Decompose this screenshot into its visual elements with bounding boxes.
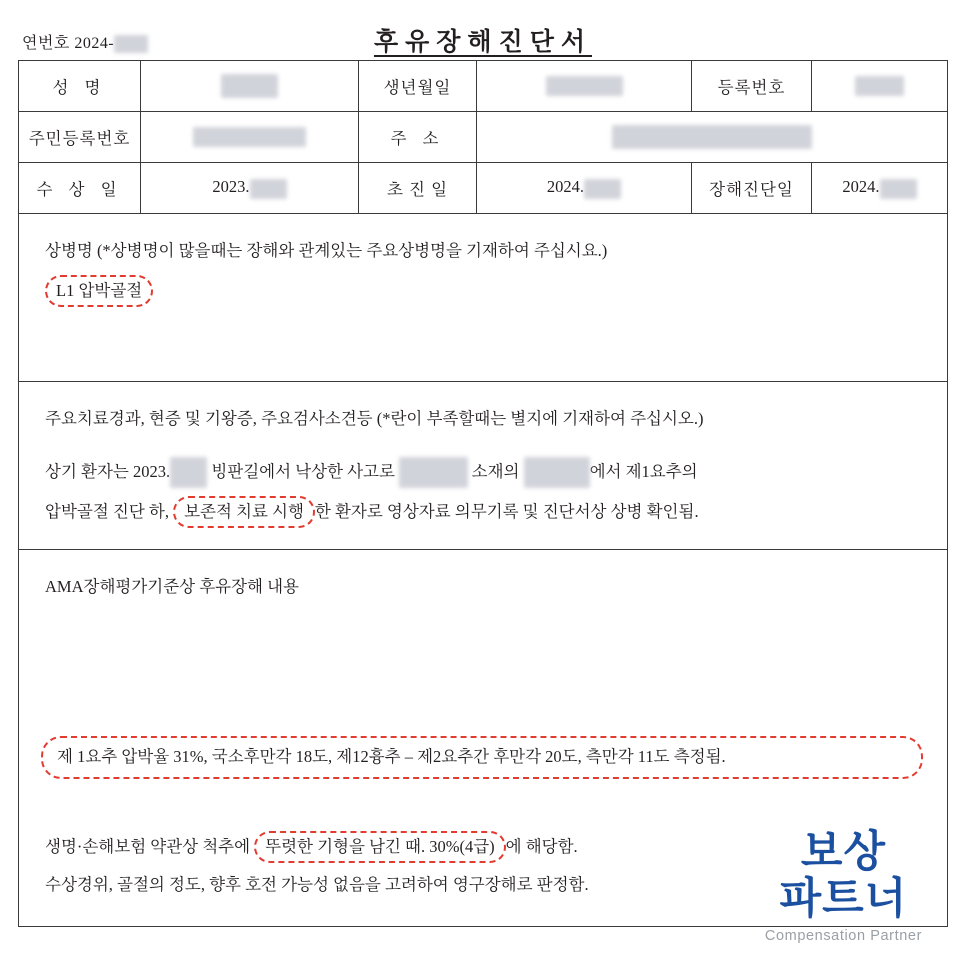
history-place-redacted	[399, 457, 467, 488]
table-row-dates	[19, 163, 947, 214]
diagnosis-heading: 상병명 (*상병명이 많을때는 장해와 관계있는 주요상병명을 기재하여 주십시요.)	[45, 241, 608, 260]
ama-measurement-row	[41, 736, 923, 779]
disability-dx-date-text: 2024.	[842, 177, 880, 197]
disability-dx-date-value	[812, 163, 947, 213]
injury-date-text: 2023.	[212, 177, 250, 197]
name-redacted	[221, 74, 277, 98]
logo-subtitle: Compensation Partner	[764, 927, 922, 944]
dob-redacted	[546, 76, 623, 96]
resident-number-redacted	[193, 127, 306, 147]
diagnosis-value-row	[45, 275, 921, 307]
diagnosis-value-highlight: L1 압박골절	[45, 275, 153, 307]
ama-terms-line	[45, 828, 589, 866]
history-date-redacted	[170, 457, 207, 488]
injury-date-label: 수 상 일	[19, 163, 141, 213]
history-line1-pre: 상기 환자는 2023.	[45, 461, 171, 481]
logo-line-2: 파트너	[779, 874, 908, 923]
history-line1-mid2: 소재의	[471, 461, 520, 481]
history-line2-highlight: 보존적 치료 시행	[173, 496, 315, 528]
table-row-identity	[19, 61, 947, 112]
history-heading: 주요치료경과, 현증 및 기왕증, 주요검사소견등 (*란이 부족할때는 별지에 기재하여 주십시오.)	[45, 409, 704, 428]
history-line2-pre: 압박골절 진단 하,	[45, 501, 169, 521]
ama-terms-post: 에 해당함.	[505, 837, 578, 856]
ama-conclusion: 수상경위, 골절의 정도, 향후 호전 가능성 없음을 고려하여 영구장해로 판정함.	[45, 874, 589, 894]
history-line-2	[45, 496, 921, 528]
document-header	[0, 0, 966, 58]
page-title: 후유장해진단서	[373, 29, 593, 56]
address-value	[477, 112, 947, 162]
logo-line-1: 보상	[800, 827, 886, 876]
first-visit-text: 2024.	[546, 177, 584, 197]
injury-date-value	[141, 163, 359, 213]
history-line1-mid: 빙판길에서 낙상한 사고로	[211, 461, 395, 481]
registration-number-value	[812, 61, 947, 111]
registration-number-redacted	[855, 76, 905, 96]
dob-label: 생년월일	[359, 61, 477, 111]
treatment-history-section	[19, 382, 947, 550]
first-visit-label: 초 진 일	[359, 163, 477, 213]
history-line-1	[45, 457, 921, 488]
resident-number-label: 주민등록번호	[19, 112, 141, 162]
ama-terms-pre: 생명·손해보험 약관상 척추에	[45, 837, 251, 856]
registration-number-label: 등록번호	[692, 61, 812, 111]
first-visit-value	[477, 163, 692, 213]
dob-value	[477, 61, 692, 111]
ama-terms-highlight: 뚜렷한 기형을 남긴 때. 30%(4급)	[254, 831, 506, 863]
table-row-resident-address	[19, 112, 947, 163]
first-visit-redacted	[584, 179, 621, 199]
resident-number-value	[141, 112, 359, 162]
name-label: 성 명	[19, 61, 141, 111]
history-line2-post: 한 환자로 영상자료 의무기록 및 진단서상 상병 확인됨.	[314, 501, 699, 521]
address-label: 주 소	[359, 112, 477, 162]
document-body-frame	[18, 60, 948, 927]
ama-terms-block	[45, 828, 589, 904]
address-redacted	[612, 125, 812, 149]
disability-dx-date-redacted	[880, 179, 917, 199]
name-value	[141, 61, 359, 111]
disability-dx-date-label: 장해진단일	[692, 163, 812, 213]
diagnosis-section	[19, 214, 947, 382]
history-line1-post: 에서 제1요추의	[589, 461, 698, 481]
history-hospital-redacted	[524, 457, 590, 488]
serial-label: 연번호 2024-	[22, 35, 115, 52]
logo-watermark	[764, 827, 922, 944]
ama-measurement-highlight: 제 1요추 압박율 31%, 국소후만각 18도, 제12흉추 – 제2요추간 후만각 20도, 측만각 11도 측정됨.	[41, 736, 923, 779]
injury-date-redacted	[250, 179, 287, 199]
ama-heading: AMA장해평가기준상 후유장해 내용	[45, 577, 299, 596]
